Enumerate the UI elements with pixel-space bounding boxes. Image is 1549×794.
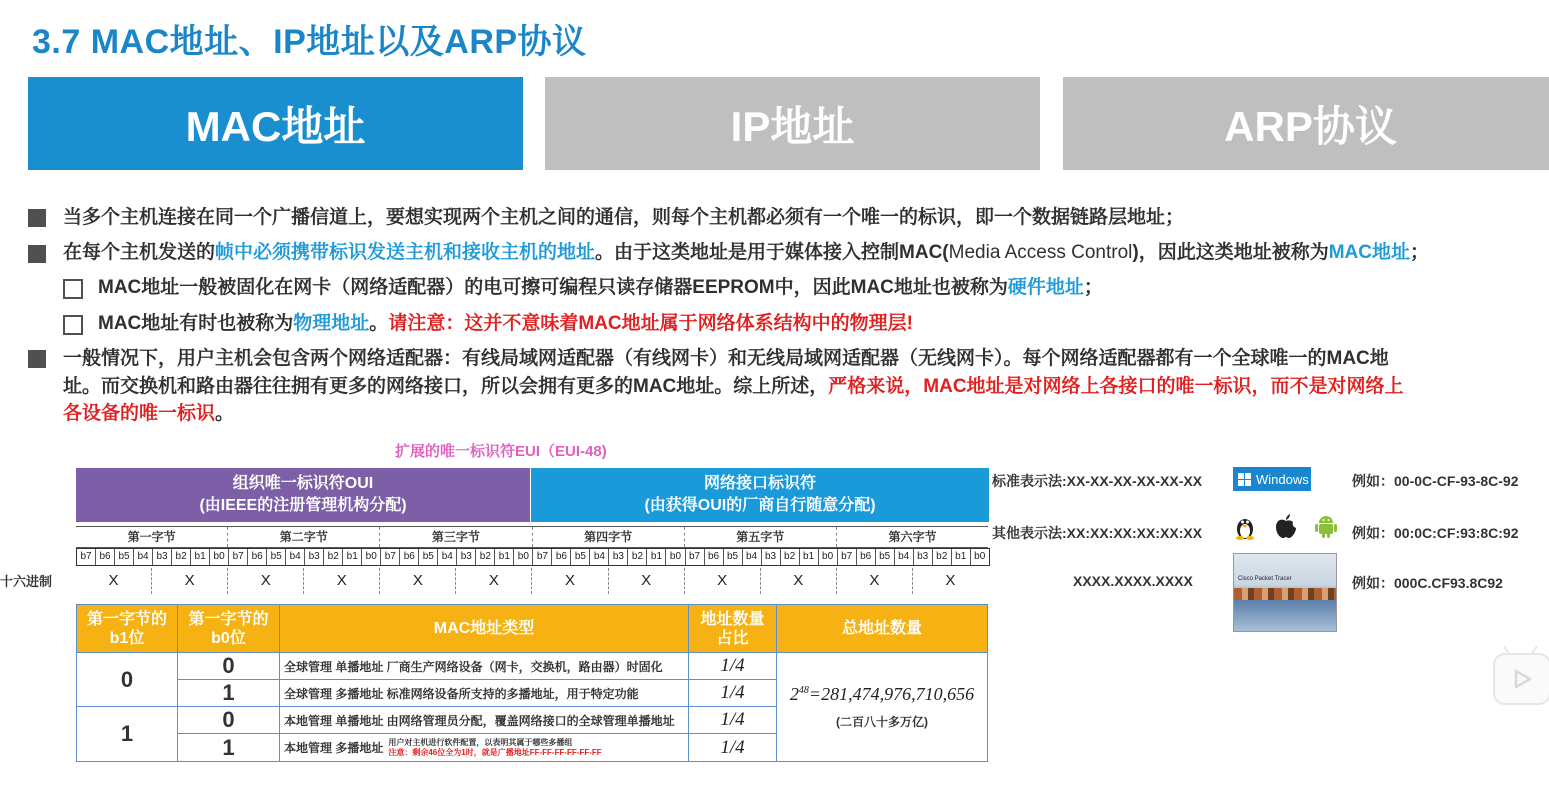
bit-label: b0 [362, 549, 381, 565]
header-b1 [77, 605, 178, 653]
byte-label: 第二字节 [228, 527, 380, 547]
bullet-2-text: 在每个主机发送的 [63, 242, 216, 263]
bit-label: b0 [210, 549, 229, 565]
bit-label: b3 [762, 549, 781, 565]
bullet-1: 当多个主机连接在同一个广播信道上，要想实现两个主机之间的通信，则每个主机都必须有一个唯一的标识，即一个数据链路层地址； [63, 207, 1185, 228]
bit-label: b2 [628, 549, 647, 565]
hex-digit: X [837, 568, 913, 594]
header-text: 第一字节的 [188, 610, 269, 628]
bit-label: b5 [419, 549, 438, 565]
bit-label: b0 [819, 549, 838, 565]
hex-digit: X [228, 568, 304, 594]
notation-label [992, 523, 1202, 543]
header-text: b1位 [109, 629, 145, 647]
header-text: 第一字节的 [86, 610, 167, 628]
bit-label: b6 [248, 549, 267, 565]
notation-format: XXXX.XXXX.XXXX [1073, 573, 1193, 589]
hex-values-row [76, 568, 988, 594]
bullet-2-media-access-control: Media Access Control [948, 242, 1133, 263]
bit-label: b1 [495, 549, 514, 565]
bit-label: b7 [838, 549, 857, 565]
hex-digit: X [380, 568, 456, 594]
video-play-button[interactable] [1493, 653, 1549, 705]
bullet-3-line-3 [63, 400, 234, 428]
oui-line-2: (由IEEE的注册管理机构分配) [199, 497, 407, 514]
hex-digit: X [304, 568, 380, 594]
sub-bullet-2 [98, 310, 913, 338]
bit-label: b4 [286, 549, 305, 565]
mac-type-table [76, 604, 988, 762]
hex-digit: X [532, 568, 608, 594]
bit-label: b7 [229, 549, 248, 565]
byte-label: 第一字节 [76, 527, 228, 547]
bit-label: b1 [191, 549, 210, 565]
bullet-3-emphasis: 严格来说，MAC地址是对网络上各接口的唯一标识，而不是对网络上 [828, 376, 1404, 397]
bit-label: b0 [514, 549, 533, 565]
hex-digit: X [609, 568, 685, 594]
hex-digit: X [456, 568, 532, 594]
play-icon [1512, 668, 1532, 690]
mac-type-name: 本地管理 多播地址 [284, 741, 384, 755]
bullet-2-highlight: 帧中必须携带标识发送主机和接收主机的地址 [215, 242, 596, 263]
bit-label: b2 [476, 549, 495, 565]
sub-bullet-2-text: 。 [369, 313, 389, 334]
mac-type-desc: 全球管理 单播地址 厂商生产网络设备（网卡，交换机，路由器）时固化 [280, 653, 689, 680]
bullet-3-emphasis: 各设备的唯一标识 [63, 403, 216, 424]
bit-label: b6 [857, 549, 876, 565]
bullet-2-text: ； [1410, 242, 1430, 263]
nic-line-2: (由获得OUI的厂商自行随意分配) [644, 497, 876, 514]
hex-label: 十六进制 [0, 574, 53, 589]
bit-label: b4 [590, 549, 609, 565]
bit-label: b0 [666, 549, 685, 565]
sub-bullet-2-text: MAC地址有时也被称为 [98, 313, 294, 334]
header-mac-type: MAC地址类型 [280, 605, 689, 653]
bit-label: b2 [324, 549, 343, 565]
b0-value: 1 [178, 680, 280, 707]
bit-label: b5 [724, 549, 743, 565]
sub-bullet-2-highlight: 物理地址 [293, 313, 370, 334]
bit-label: b1 [952, 549, 971, 565]
eui-title: 扩展的唯一标识符EUI（EUI-48) [395, 443, 607, 460]
bullet-3-text: 址。而交换机和路由器往往拥有更多的网络接口，所以会拥有更多的MAC地址。综上所述， [63, 376, 829, 397]
tab-mac-address[interactable] [28, 77, 523, 170]
header-total: 总地址数量 [777, 605, 988, 653]
bullet-square-icon [28, 209, 46, 227]
notation-label-text: 其他表示法: [992, 525, 1067, 541]
checkbox-icon [63, 279, 83, 299]
bullet-square-icon [28, 350, 46, 368]
bit-label: b6 [400, 549, 419, 565]
bit-label: b3 [305, 549, 324, 565]
bullet-3-line-2 [63, 373, 1404, 401]
bit-labels-row [76, 548, 990, 566]
apple-icon [1274, 513, 1298, 539]
mac-type-desc [280, 734, 689, 762]
bit-label: b3 [153, 549, 172, 565]
bit-label: b1 [647, 549, 666, 565]
hex-digit: X [685, 568, 761, 594]
notation-example: 例如：00-0C-CF-93-8C-92 [1352, 473, 1519, 489]
bit-label: b5 [267, 549, 286, 565]
bit-label: b1 [800, 549, 819, 565]
bit-label: b3 [457, 549, 476, 565]
tab-label: IP地址 [730, 102, 855, 150]
bit-label: b4 [134, 549, 153, 565]
table-row [77, 653, 988, 680]
bit-label: b4 [438, 549, 457, 565]
hex-digit: X [76, 568, 152, 594]
sub-bullet-1 [98, 274, 1103, 302]
android-icon [1314, 513, 1338, 539]
b1-value: 0 [77, 653, 178, 707]
tab-ip-address[interactable] [545, 77, 1040, 170]
bit-label: b7 [533, 549, 552, 565]
bit-label: b4 [895, 549, 914, 565]
thumb-caption: Cisco Packet Tracer [1238, 576, 1292, 582]
byte-labels-row [76, 526, 988, 548]
bit-label: b3 [609, 549, 628, 565]
notation-example: 例如：00:0C:CF:93:8C:92 [1352, 525, 1519, 541]
bit-label: b6 [705, 549, 724, 565]
bit-label: b5 [876, 549, 895, 565]
checkbox-icon [63, 315, 83, 335]
bit-label: b0 [974, 551, 986, 562]
thumb-photo-strip [1234, 588, 1336, 600]
bullet-2 [63, 239, 1429, 267]
bit-label: b2 [781, 549, 800, 565]
total-base: 2 [789, 684, 799, 704]
hex-digit: X [945, 572, 956, 589]
tab-arp-protocol[interactable] [1063, 77, 1549, 170]
bit-label: b1 [343, 549, 362, 565]
mac-type-detail-text: 用户对主机进行软件配置，以表明其属于哪些多播组 [388, 737, 573, 747]
mac-type-detail [388, 738, 601, 758]
windows-label: Windows [1256, 471, 1309, 487]
notation-label [992, 471, 1202, 491]
header-text: 占比 [716, 629, 749, 647]
sub-bullet-1-text: ； [1083, 277, 1103, 298]
total-value: =281,474,976,710,656 [808, 684, 975, 704]
notation-format: XX:XX:XX:XX:XX:XX [1066, 525, 1203, 541]
hex-digit: X [152, 568, 228, 594]
total-formula [777, 684, 987, 705]
hex-digit: X [761, 568, 837, 594]
bit-label: b2 [933, 549, 952, 565]
header-text: 地址数量 [700, 610, 765, 628]
total-note: (二百八十多万亿) [836, 715, 928, 729]
bullet-3-line-1: 一般情况下，用户主机会包含两个网络适配器：有线局域网适配器（有线网卡）和无线局域网适配器（无线网卡）。每个网络适配器都有一个全球唯一的MAC地 [63, 348, 1389, 369]
b1-value: 1 [77, 707, 178, 762]
ratio-value: 1/4 [689, 653, 777, 680]
bit-label: b2 [172, 549, 191, 565]
notation-format: XX-XX-XX-XX-XX-XX [1066, 473, 1203, 489]
broadcast-note: 注意：剩余46位全为1时，就是广播地址FF-FF-FF-FF-FF-FF [388, 747, 602, 757]
mac-type-desc: 本地管理 单播地址 由网络管理员分配，覆盖网络接口的全球管理单播地址 [280, 707, 689, 734]
notation-label-text: 标准表示法: [992, 473, 1067, 489]
sub-bullet-1-highlight: 硬件地址 [1007, 277, 1084, 298]
bit-label: b3 [914, 549, 933, 565]
byte-label: 第三字节 [380, 527, 532, 547]
header-b0 [178, 605, 280, 653]
b0-value: 0 [178, 653, 280, 680]
b0-value: 1 [178, 734, 280, 762]
total-cell [777, 653, 988, 762]
bullet-3-text: 。 [215, 403, 235, 424]
byte-label: 第五字节 [685, 527, 837, 547]
byte-label: 第四字节 [533, 527, 685, 547]
page-title: 3.7 MAC地址、IP地址以及ARP协议 [32, 23, 587, 61]
oui-line-1: 组织唯一标识符OUI [232, 475, 374, 492]
sub-bullet-1-text: MAC地址一般被固化在网卡（网络适配器）的电可擦可编程只读存储器EEPROM中，因此MAC地址也被称为 [98, 277, 1008, 298]
total-exponent: 48 [798, 685, 809, 696]
nic-field [531, 468, 989, 522]
bit-label: b7 [686, 549, 705, 565]
bullet-2-text: )，因此这类地址被称为 [1132, 242, 1329, 263]
linux-icon [1234, 514, 1256, 540]
tab-label: MAC地址 [185, 102, 366, 150]
oui-field [76, 468, 530, 522]
ratio-value: 1/4 [689, 680, 777, 707]
bit-label: b4 [743, 549, 762, 565]
header-text: b0位 [211, 629, 246, 647]
sub-bullet-2-warning: 请注意：这并不意味着MAC地址属于网络体系结构中的物理层! [388, 313, 913, 334]
tab-label: ARP协议 [1224, 102, 1397, 150]
header-ratio [689, 605, 777, 653]
packet-tracer-thumbnail [1233, 553, 1337, 632]
bit-label: b7 [77, 549, 96, 565]
bit-label: b6 [96, 549, 115, 565]
bullet-square-icon [28, 245, 46, 263]
windows-badge [1233, 467, 1311, 491]
ratio-value: 1/4 [689, 734, 777, 762]
bullet-2-mac-highlight: MAC地址 [1328, 242, 1410, 263]
bullet-2-text: 。由于这类地址是用于媒体接入控制MAC( [595, 242, 949, 263]
mac-type-desc: 全球管理 多播地址 标准网络设备所支持的多播地址，用于特定功能 [280, 680, 689, 707]
notation-example: 例如：000C.CF93.8C92 [1352, 575, 1503, 591]
bit-label: b5 [571, 549, 590, 565]
byte-label: 第六字节 [888, 530, 937, 544]
windows-icon [1238, 473, 1251, 486]
bit-label: b5 [115, 549, 134, 565]
bit-label: b7 [381, 549, 400, 565]
nic-line-1: 网络接口标识符 [703, 475, 816, 492]
ratio-value: 1/4 [689, 707, 777, 734]
b0-value: 0 [178, 707, 280, 734]
bit-label: b6 [552, 549, 571, 565]
